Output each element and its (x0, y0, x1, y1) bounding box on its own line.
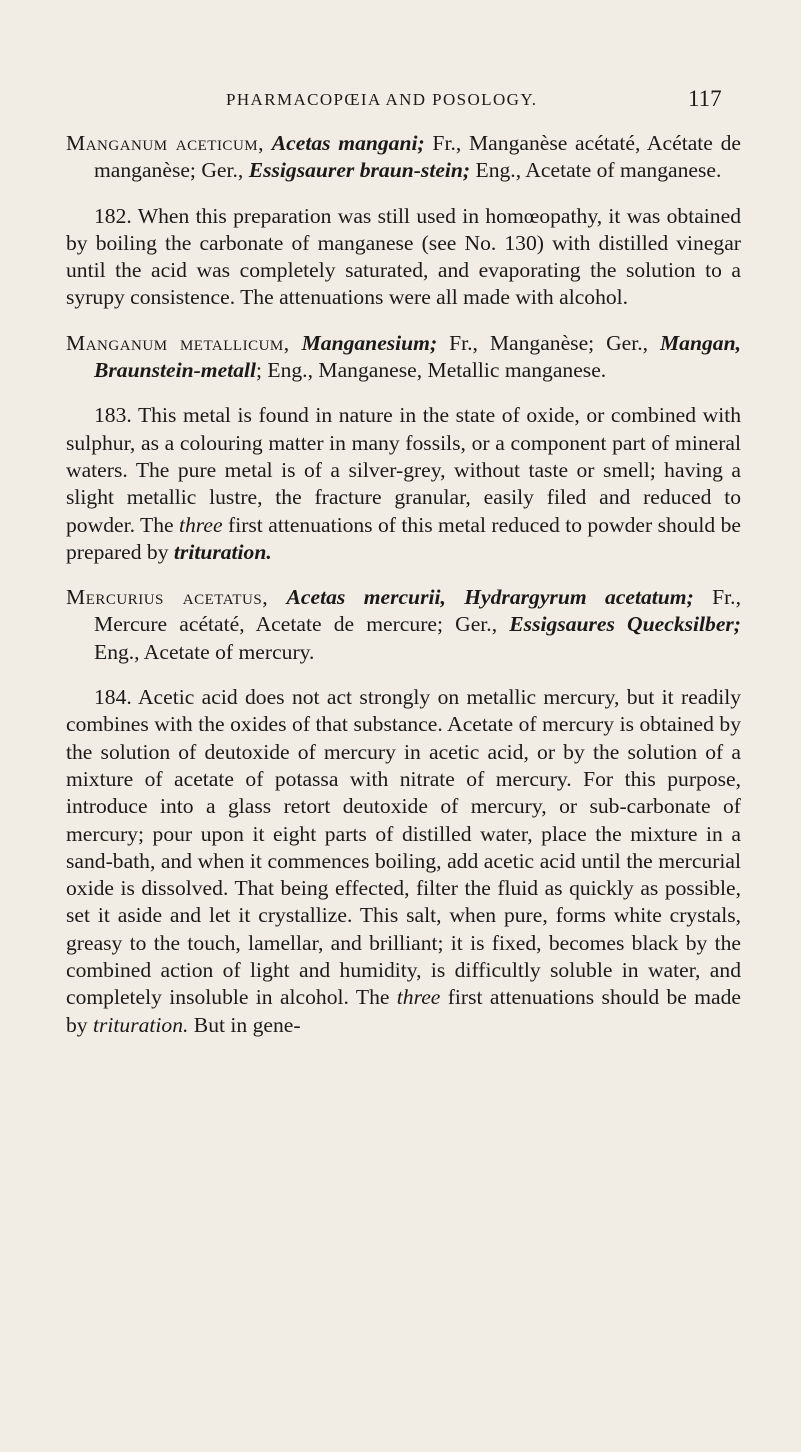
entry-heading: Manganum metallicum, (66, 330, 290, 355)
synonyms-text: Fr., Mercure acétaté, Acetate de mercure; Ger., (94, 585, 741, 637)
page-number: 117 (688, 86, 722, 111)
paragraph-text: 184. Acetic acid does not act strongly on metallic mercury, but it readily combines with the oxides of that substance. Acetate of mercury is obtained by the solution of deutoxide of mercury in acetic acid, or by the solution of a mixture of acetate of potassa with nitrate of mercury. For this purpose, introduce into a glass retort deutoxide of mercury, or sub-carbonate of mercury; pour upon it eight parts of distilled water, place the mixture in a sand-bath, and when it commences boiling, add acetic acid until the mercurial oxide is dissolved. That being effected, filter the fluid as quickly as possible, set it aside and let it crystallize. This salt, when pure, forms white crystals, greasy to the touch, lamellar, and brilliant; it is fixed, becomes black by the combined action of light and humidity, is difficultly soluble in water, and completely insoluble in alcohol. The (66, 685, 741, 1010)
latin-name: Acetas mercurii, Hydrargyrum acetatum; (286, 585, 694, 610)
paragraph-text: 183. This metal is found in nature in the state of oxide, or combined with sulphur, as a colouring matter in many fossils, or a component part of mineral waters. The pure metal is of a silver-grey, without taste or smell; having a slight metallic lustre, the fracture granular, easily filed and reduced to powder. The (66, 403, 741, 537)
paragraph-182: 182. When this preparation was still used in homœopathy, it was obtained by boiling the carbonate of manganese (see No. 130) with distilled vinegar until the acid was completely saturated, and evaporating the solution to a syrupy consistence. The attenuations were all made with alcohol. (66, 203, 741, 310)
latin-name: Acetas mangani; (271, 131, 425, 155)
entry-heading: Manganum aceticum, (66, 131, 265, 155)
paragraph-184 (66, 684, 741, 1039)
german-name: Essigsaurer braun-stein; (248, 158, 471, 183)
synonyms-text: Fr., Manganèse acétaté, Acétate de manganèse; Ger., (94, 131, 741, 183)
english-name: ; Eng., Manganese, Metallic manganese. (256, 358, 607, 383)
emphasis-text: three (179, 512, 223, 537)
running-head-title: PHARMACOPŒIA AND POSOLOGY. (226, 90, 538, 109)
english-name: Eng., Acetate of manganese. (470, 158, 722, 183)
emphasis-text: trituration. (93, 1012, 189, 1037)
german-name: Essigsaures Quecksilber; (509, 612, 742, 637)
synonyms-text: Fr., Manganèse; Ger., (437, 330, 649, 355)
paragraph-text: first attenuations of this metal reduced to powder should be prepared by (66, 512, 742, 564)
running-head (0, 87, 801, 117)
paragraph-183 (66, 402, 741, 566)
emphasis-text: trituration. (173, 539, 272, 564)
paragraph-text: But in gene- (188, 1012, 301, 1037)
emphasis-text: three (396, 985, 441, 1010)
german-name: Mangan, Braunstein-metall (94, 330, 741, 383)
paragraph-text: first attenuations should be made by (66, 985, 741, 1037)
entry-manganum-aceticum (66, 130, 741, 185)
entry-heading: Mercurius acetatus, (66, 585, 269, 610)
english-name: Eng., Acetate of mercury. (94, 639, 315, 664)
latin-name: Manganesium; (301, 330, 438, 355)
entry-mercurius-acetatus (66, 584, 741, 666)
entry-manganum-metallicum (66, 330, 741, 385)
body-text (66, 130, 741, 1057)
